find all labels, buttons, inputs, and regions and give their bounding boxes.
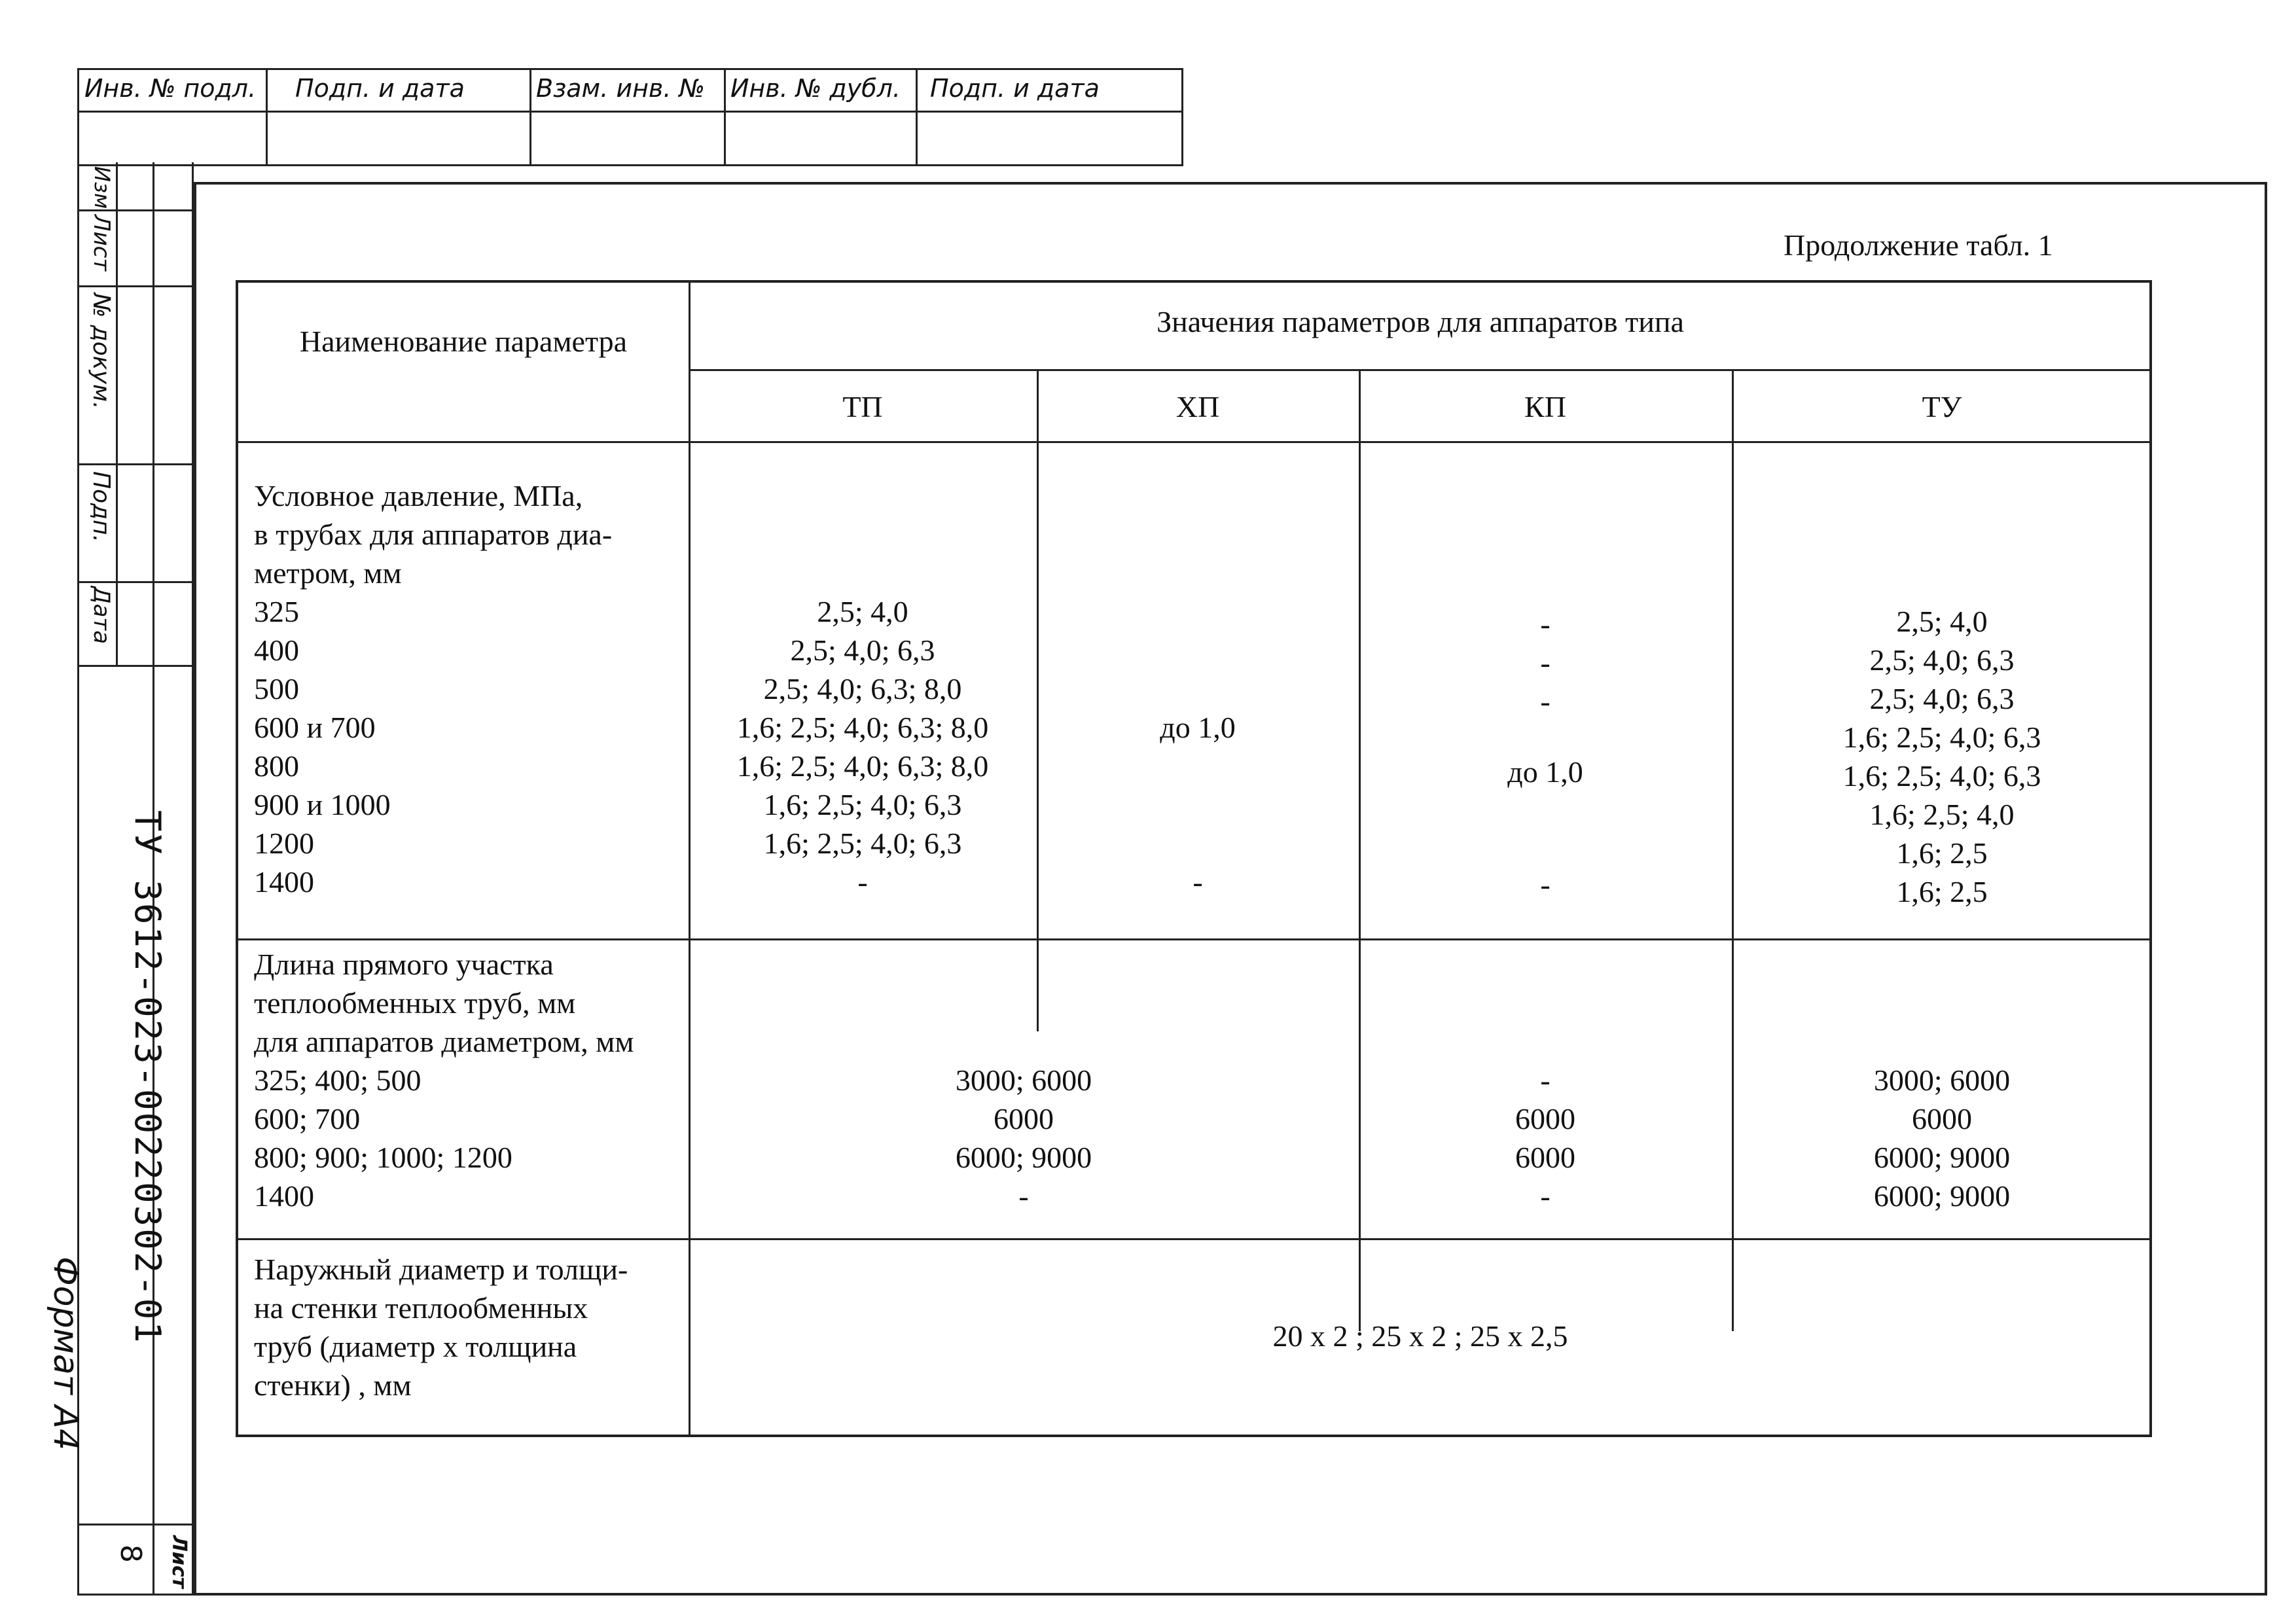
row-pressure-kp-dash: - xyxy=(1540,646,1551,679)
table-divider xyxy=(238,1238,2152,1240)
value-line: 1,6; 2,5; 4,0; 6,3 xyxy=(763,827,962,860)
value-line: 2,5; 4,0; 6,3; 8,0 xyxy=(763,672,962,705)
value-line: 6000 xyxy=(1912,1102,1972,1135)
param-line: метром, мм xyxy=(254,556,402,590)
value-line: 3000; 6000 xyxy=(1873,1063,2011,1097)
row-diameter-param xyxy=(254,1250,689,1404)
row-pressure-hp-dash: - xyxy=(1193,865,1203,899)
row-pressure-tp xyxy=(689,592,1037,901)
stamp-divider xyxy=(916,70,918,164)
sheet-number: 8 xyxy=(114,1544,147,1563)
value-line: 2,5; 4,0 xyxy=(817,595,908,628)
left-margin-stamp xyxy=(77,162,194,1596)
row-length-tp-hp xyxy=(689,1061,1359,1215)
sheet-label: Лист xyxy=(168,1535,190,1589)
type-header-tu: ТУ xyxy=(1922,390,1962,423)
stamp-divider xyxy=(266,70,268,164)
param-line: 1200 xyxy=(254,827,314,860)
param-line: теплообменных труб, мм xyxy=(254,986,576,1020)
value-line: 3000; 6000 xyxy=(955,1063,1092,1097)
param-line: стенки) , мм xyxy=(254,1368,412,1402)
param-line: для аппаратов диаметром, мм xyxy=(254,1025,634,1058)
value-line: 6000 xyxy=(994,1102,1054,1135)
margin-divider xyxy=(116,162,118,666)
param-line: Длина прямого участка xyxy=(254,948,554,981)
top-stamp xyxy=(77,68,1183,166)
stamp-divider xyxy=(529,70,531,164)
value-line: 1,6; 2,5 xyxy=(1896,836,1988,870)
margin-divider xyxy=(79,581,194,583)
value-line: 1,6; 2,5 xyxy=(1896,875,1988,908)
value-line: 1,6; 2,5; 4,0; 6,3; 8,0 xyxy=(736,711,989,744)
type-header-kp: КП xyxy=(1524,390,1566,423)
row-pressure-kp-value: до 1,0 xyxy=(1507,755,1583,789)
value-line: 2,5; 4,0; 6,3 xyxy=(1869,643,2015,677)
margin-label-dokum: № докум. xyxy=(88,293,115,410)
value-line: - xyxy=(1018,1179,1029,1213)
format-label: Формат А4 xyxy=(46,1257,85,1451)
table-divider xyxy=(1037,369,1039,1031)
value-line: 1,6; 2,5; 4,0; 6,3; 8,0 xyxy=(736,749,989,783)
margin-label-izm: Изм xyxy=(90,166,115,209)
parameters-table xyxy=(236,280,2152,1437)
stamp-label-vzam-inv: Взам. инв. № xyxy=(536,74,706,103)
param-line: на стенки теплообменных xyxy=(254,1291,588,1325)
param-line: 600 и 700 xyxy=(254,711,376,744)
param-line: 1400 xyxy=(254,865,314,899)
param-line: 400 xyxy=(254,633,299,667)
value-line: - xyxy=(1540,1179,1551,1213)
stamp-label-inv-podl: Инв. № подл. xyxy=(84,74,257,103)
param-line: в трубах для аппаратов диа- xyxy=(254,518,613,551)
margin-divider xyxy=(79,463,194,465)
param-line: 325 xyxy=(254,595,299,628)
param-line: 1400 xyxy=(254,1179,314,1213)
stamp-divider xyxy=(724,70,726,164)
table-divider xyxy=(689,369,2152,371)
table-divider xyxy=(238,441,2152,443)
stamp-label-podp-data-2: Подп. и дата xyxy=(930,74,1100,103)
margin-label-data: Дата xyxy=(88,586,115,645)
param-line: 900 и 1000 xyxy=(254,788,391,821)
param-line: труб (диаметр х толщина xyxy=(254,1330,577,1363)
value-line: 1,6; 2,5; 4,0; 6,3 xyxy=(1842,759,2041,793)
value-line: 1,6; 2,5; 4,0; 6,3 xyxy=(763,788,962,821)
row-pressure-kp-dash: - xyxy=(1540,607,1551,641)
margin-divider xyxy=(79,665,194,667)
param-line: 800 xyxy=(254,749,299,783)
table-caption: Продолжение табл. 1 xyxy=(1784,228,2053,262)
param-line: 800; 900; 1000; 1200 xyxy=(254,1141,512,1174)
values-header: Значения параметров для аппаратов типа xyxy=(1157,305,1684,338)
row-length-param xyxy=(254,945,689,1215)
stamp-label-inv-dubl: Инв. № дубл. xyxy=(730,74,901,103)
value-line: 6000; 9000 xyxy=(1873,1141,2011,1174)
type-header-hp: ХП xyxy=(1175,390,1220,423)
margin-label-list: Лист xyxy=(88,215,115,272)
margin-divider xyxy=(79,1524,194,1525)
value-line: 6000; 9000 xyxy=(1873,1179,2011,1213)
row-diameter-value: 20 х 2 ; 25 х 2 ; 25 х 2,5 xyxy=(1272,1319,1568,1353)
document-code: ТУ 3612-023-00220302-01 xyxy=(127,810,168,1345)
row-length-kp xyxy=(1359,1061,1732,1215)
value-line: - xyxy=(1540,1063,1551,1097)
value-line: 1,6; 2,5; 4,0 xyxy=(1869,798,2015,831)
value-line: 6000; 9000 xyxy=(955,1141,1092,1174)
value-line: 2,5; 4,0; 6,3 xyxy=(1869,682,2015,715)
row-pressure-param xyxy=(254,476,686,901)
margin-divider xyxy=(79,209,194,211)
stamp-label-podp-data: Подп. и дата xyxy=(295,74,465,103)
value-line: 2,5; 4,0; 6,3 xyxy=(790,633,935,667)
row-pressure-kp-dash: - xyxy=(1540,685,1551,718)
value-line: 2,5; 4,0 xyxy=(1896,605,1988,638)
param-header: Наименование параметра xyxy=(299,325,628,358)
row-pressure-tu xyxy=(1732,602,2152,911)
type-header-tp: ТП xyxy=(842,390,883,423)
param-line: Наружный диаметр и толщи- xyxy=(254,1253,628,1286)
table-divider xyxy=(238,938,2152,940)
margin-divider xyxy=(79,285,194,287)
row-length-tu xyxy=(1732,1061,2152,1215)
row-pressure-hp-value: до 1,0 xyxy=(1160,711,1236,744)
param-line: 600; 700 xyxy=(254,1102,361,1135)
row-pressure-kp-dash: - xyxy=(1540,868,1551,901)
param-line: 325; 400; 500 xyxy=(254,1063,422,1097)
param-line: Условное давление, МПа, xyxy=(254,479,583,512)
value-line: - xyxy=(857,865,868,899)
margin-label-podp: Подп. xyxy=(88,471,115,543)
value-line: 6000 xyxy=(1515,1102,1575,1135)
param-line: 500 xyxy=(254,672,299,705)
value-line: 6000 xyxy=(1515,1141,1575,1174)
value-line: 1,6; 2,5; 4,0; 6,3 xyxy=(1842,721,2041,754)
